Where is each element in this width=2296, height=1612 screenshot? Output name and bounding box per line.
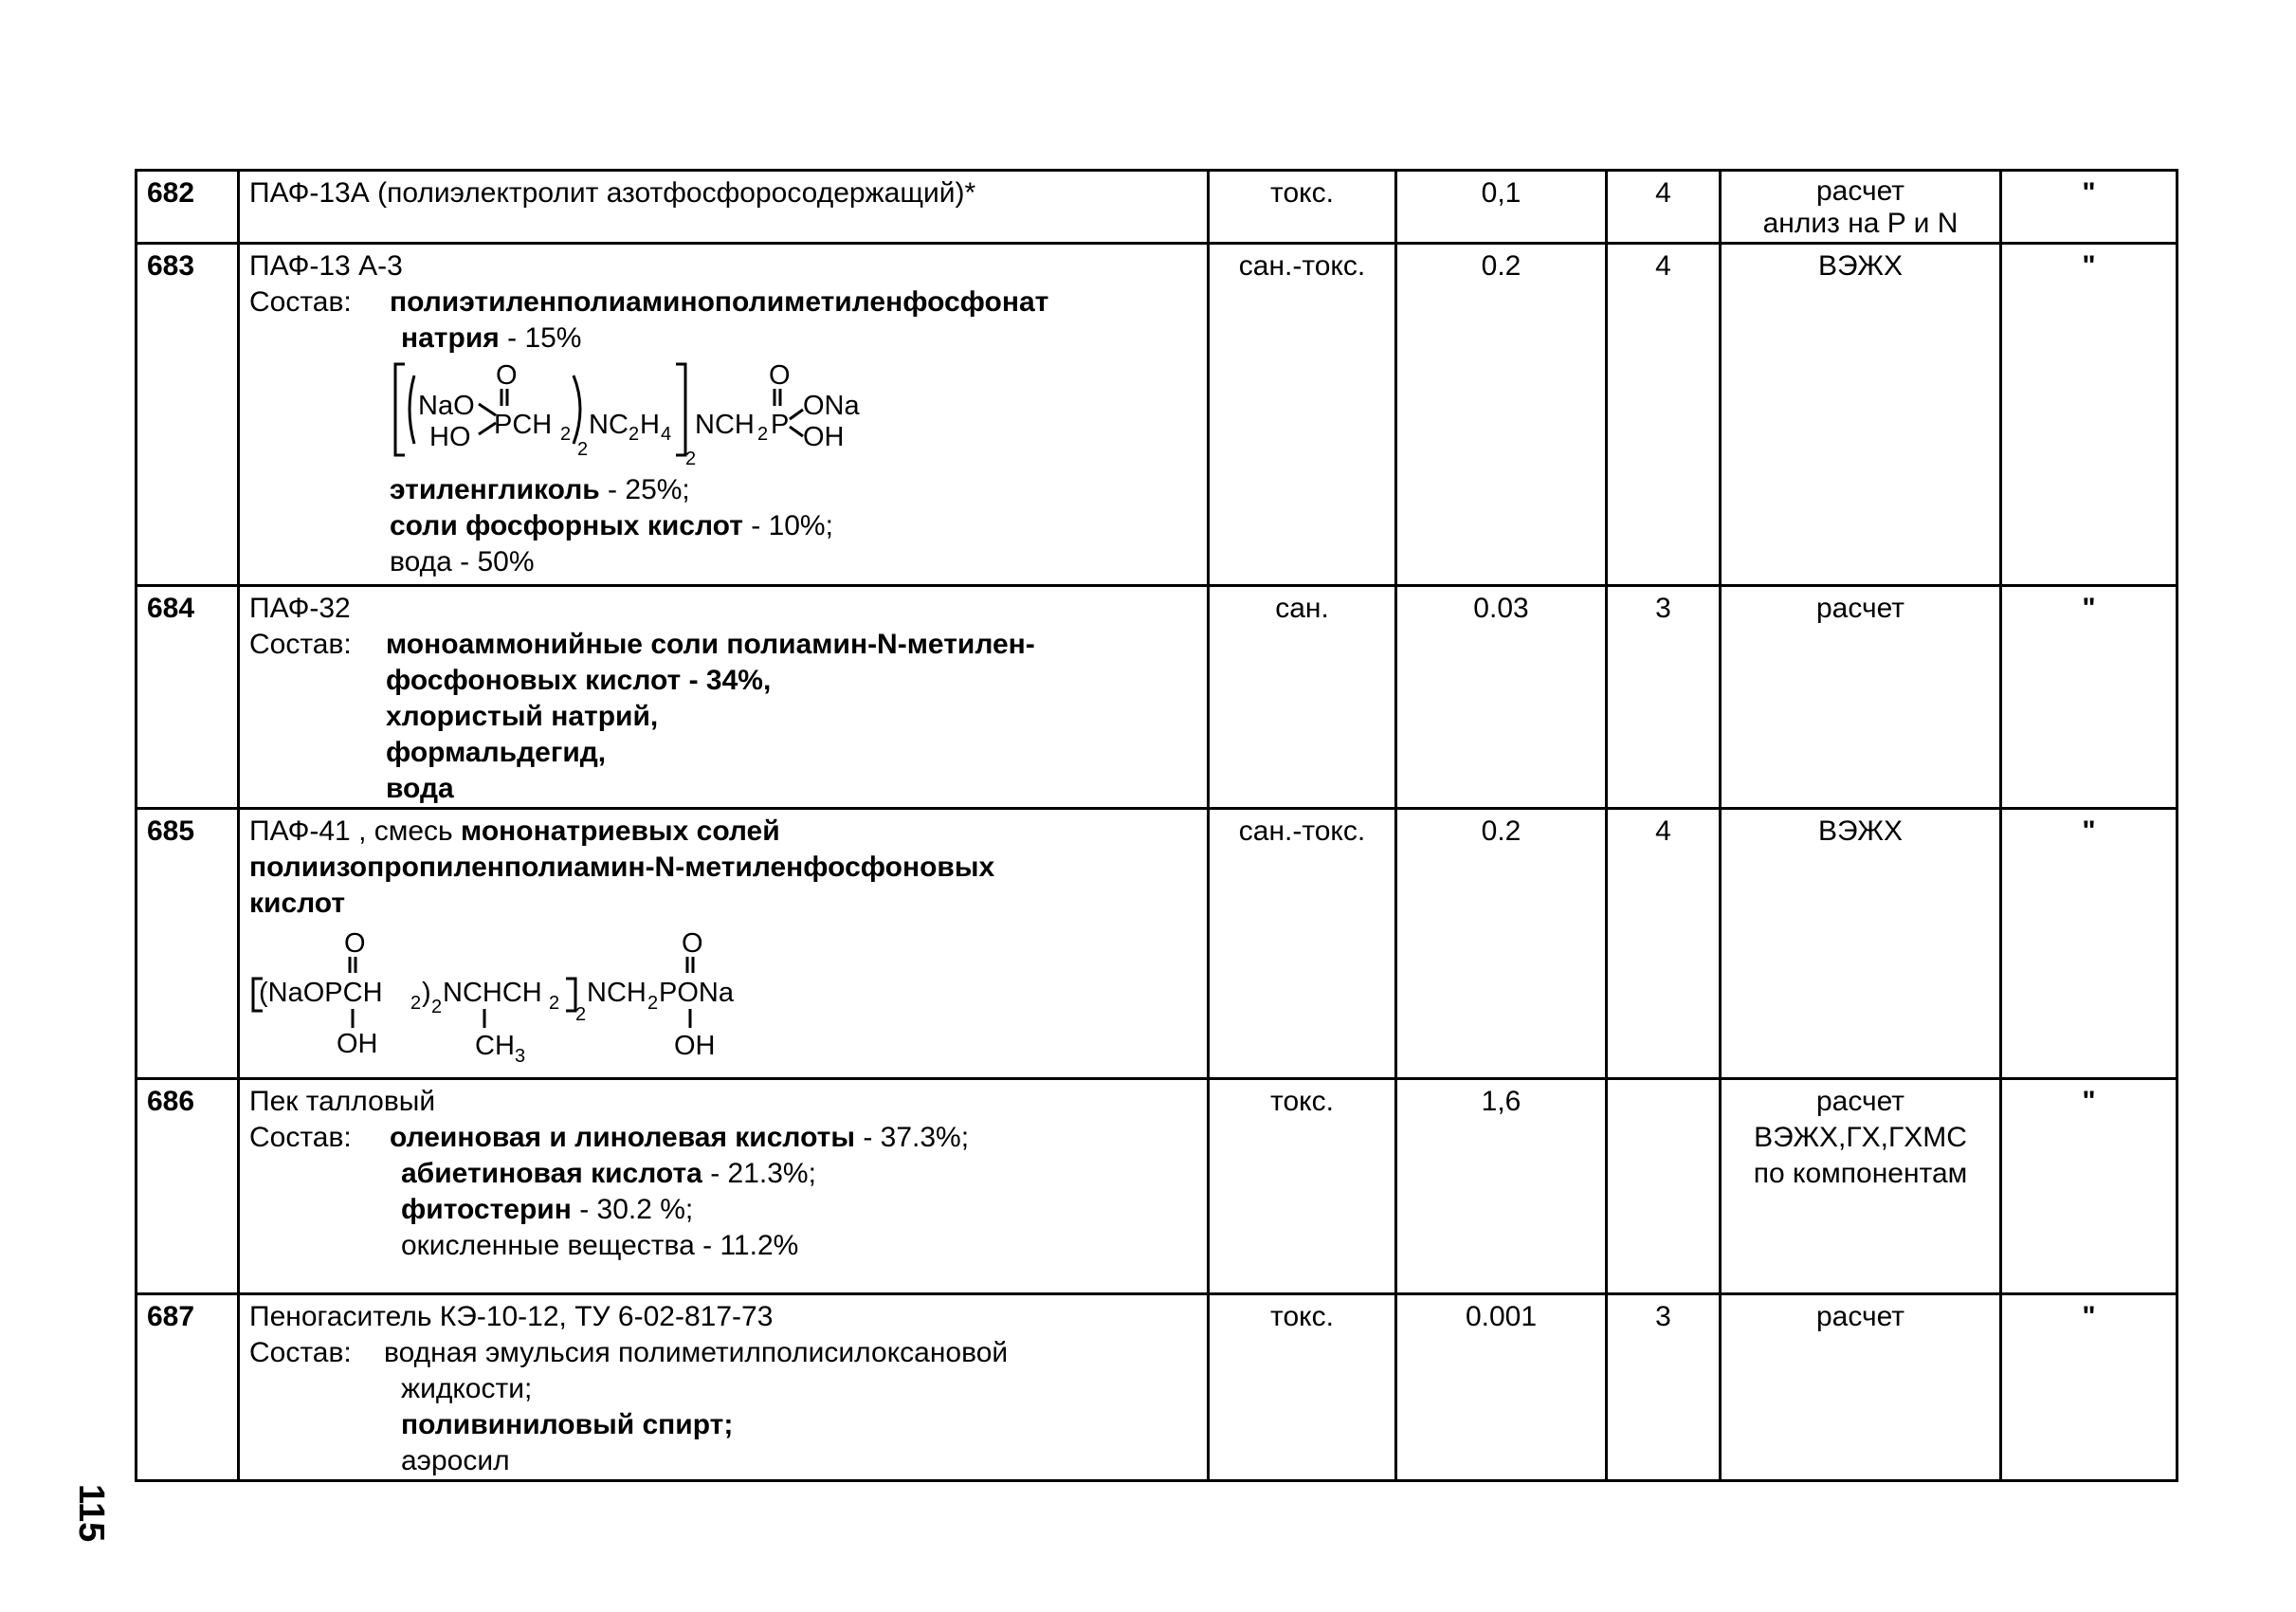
hazard-indicator: токс. — [1209, 171, 1396, 244]
component: аэросил — [401, 1445, 510, 1476]
svg-text:4: 4 — [661, 424, 672, 445]
hazard-class: 4 — [1607, 244, 1721, 586]
svg-text:NCH: NCH — [587, 978, 647, 1008]
concentration-value: 0.001 — [1396, 1294, 1607, 1481]
concentration-value: 0.2 — [1396, 809, 1607, 1079]
svg-text:O: O — [344, 928, 366, 959]
svg-text:PONa: PONa — [659, 978, 734, 1008]
component: моноаммонийные соли полиамин-N-метилен- — [386, 629, 1035, 660]
substance-name-cell — [239, 809, 1209, 1079]
table-row — [137, 586, 2178, 809]
ditto-mark: " — [2001, 244, 2178, 586]
component: формальдегид, — [386, 737, 607, 768]
svg-text:2: 2 — [629, 424, 640, 445]
component: вода — [386, 773, 454, 804]
svg-text:2: 2 — [575, 1004, 587, 1025]
composition-label: Состав: — [249, 286, 352, 318]
svg-text:P: P — [771, 410, 790, 440]
component: жидкости; — [401, 1373, 533, 1404]
composition-label: Состав: — [249, 629, 352, 660]
table-row — [137, 171, 2178, 244]
ditto-mark: " — [2001, 809, 2178, 1079]
svg-text:HO: HO — [429, 422, 471, 452]
svg-text:NCHCH: NCHCH — [443, 978, 542, 1008]
hazard-indicator: сан. — [1209, 586, 1396, 809]
svg-text:OH: OH — [803, 422, 845, 452]
analysis-method: расчет ВЭЖХ,ГХ,ГХМС по компонентам — [1721, 1079, 2001, 1294]
substance-name: ПАФ-32 — [249, 593, 351, 624]
substance-name-cell: ПАФ-13 А-3 Состав: полиэтиленполиаминополиметиленфосфонат натрия - 15% NaO HO O PCH 2 2 NC 2 H 4 2 NCH 2 P O ONa OH этиленгликоль - 25%; соли фосфорных кислот - 10%; вода - 50% — [239, 244, 1209, 586]
svg-text:2: 2 — [685, 449, 697, 468]
analysis-method: расчет — [1721, 1294, 2001, 1481]
substance-name-cont: полиизопропиленполиамин-N-метиленфосфоновых — [249, 852, 995, 883]
row-number: 685 — [137, 809, 239, 1079]
structural-formula — [249, 925, 837, 1068]
substance-name-cell — [239, 171, 1209, 244]
row-number: 683 — [137, 244, 239, 586]
row-number: 684 — [137, 586, 239, 809]
structural-formula — [392, 357, 960, 468]
substance-name: ПАФ-41 , смесь мононатриевых солей — [249, 815, 780, 847]
concentration-value: 1,6 — [1396, 1079, 1607, 1294]
table-row — [137, 809, 2178, 1079]
svg-text:OH: OH — [337, 1029, 378, 1059]
hazard-class — [1607, 1079, 1721, 1294]
component: хлористый натрий, — [386, 701, 659, 732]
component: этиленгликоль - 25%; — [390, 474, 690, 505]
svg-text:3: 3 — [515, 1046, 526, 1067]
svg-text:O: O — [769, 360, 791, 391]
component: водная эмульсия полиметилполисилоксановой — [384, 1337, 1009, 1368]
svg-text:NCH: NCH — [695, 410, 755, 440]
ditto-mark: " — [2001, 1079, 2178, 1294]
substance-name: Пек талловый — [249, 1086, 436, 1117]
substance-table — [135, 169, 2178, 1482]
table-row — [137, 1079, 2178, 1294]
table-row — [137, 244, 2178, 586]
component: абиетиновая кислота - 21.3%; — [401, 1158, 816, 1189]
substance-name-cell — [239, 1294, 1209, 1481]
component: вода - 50% — [390, 546, 535, 577]
svg-text:H: H — [640, 410, 660, 440]
component: поливиниловый спирт; — [401, 1409, 734, 1440]
svg-text:): ) — [422, 978, 431, 1008]
analysis-method: ВЭЖХ — [1721, 809, 2001, 1079]
concentration-value: 0.03 — [1396, 586, 1607, 809]
ditto-mark: " — [2001, 171, 2178, 244]
row-number: 687 — [137, 1294, 239, 1481]
svg-text:O: O — [496, 360, 518, 391]
substance-name: ПАФ-13 А-3 — [249, 250, 403, 282]
svg-text:NaO: NaO — [418, 391, 475, 421]
component: олеиновая и линолевая кислоты - 37.3%; — [390, 1122, 970, 1153]
hazard-indicator: токс. — [1209, 1294, 1396, 1481]
svg-text:2: 2 — [549, 993, 560, 1014]
concentration-value: 0,1 — [1396, 171, 1607, 244]
hazard-class: 4 — [1607, 171, 1721, 244]
component: фосфоновых кислот - 34%, — [386, 665, 772, 696]
substance-name: ПАФ-13А (полиэлектролит азотфосфоросодержащий)* — [249, 177, 976, 209]
svg-text:2: 2 — [410, 993, 422, 1014]
concentration-value: 0.2 — [1396, 244, 1607, 586]
composition-label: Состав: — [249, 1122, 352, 1153]
svg-text:NC: NC — [589, 410, 629, 440]
substance-name: Пеногаситель КЭ-10-12, ТУ 6-02-817-73 — [249, 1301, 774, 1332]
component: фитостерин - 30.2 %; — [401, 1194, 694, 1225]
table-row — [137, 1294, 2178, 1481]
svg-text:CH: CH — [475, 1031, 515, 1061]
svg-text:OH: OH — [674, 1031, 716, 1061]
analysis-method: расчет — [1721, 586, 2001, 809]
ditto-mark: " — [2001, 1294, 2178, 1481]
substance-name-cell — [239, 586, 1209, 809]
hazard-indicator: сан.-токс. — [1209, 809, 1396, 1079]
composition-label: Состав: — [249, 1337, 352, 1368]
hazard-indicator: токс. — [1209, 1079, 1396, 1294]
svg-text:PCH: PCH — [494, 410, 553, 440]
component: соли фосфорных кислот - 10%; — [390, 510, 833, 541]
analysis-method: ВЭЖХ — [1721, 244, 2001, 586]
row-number: 686 — [137, 1079, 239, 1294]
substance-name-cell — [239, 1079, 1209, 1294]
component: окисленные вещества - 11.2% — [401, 1230, 799, 1261]
svg-text:ONa: ONa — [803, 391, 860, 421]
substance-name-cont: кислот — [249, 888, 346, 919]
hazard-class: 3 — [1607, 1294, 1721, 1481]
svg-text:2: 2 — [431, 997, 443, 1017]
svg-text:2: 2 — [757, 424, 769, 445]
svg-text:2: 2 — [560, 424, 572, 445]
hazard-class: 4 — [1607, 809, 1721, 1079]
analysis-method: расчет анлиз на P и N — [1721, 171, 2001, 244]
svg-text:(NaOPCH: (NaOPCH — [259, 978, 383, 1008]
page-number: 115 — [71, 1484, 111, 1543]
hazard-class: 3 — [1607, 586, 1721, 809]
ditto-mark: " — [2001, 586, 2178, 809]
svg-text:O: O — [682, 928, 703, 959]
hazard-indicator: сан.-токс. — [1209, 244, 1396, 586]
component: полиэтиленполиаминополиметиленфосфонат — [390, 286, 1049, 318]
svg-text:2: 2 — [647, 993, 659, 1014]
row-number: 682 — [137, 171, 239, 244]
svg-text:2: 2 — [577, 439, 589, 460]
component: натрия — [401, 322, 500, 354]
